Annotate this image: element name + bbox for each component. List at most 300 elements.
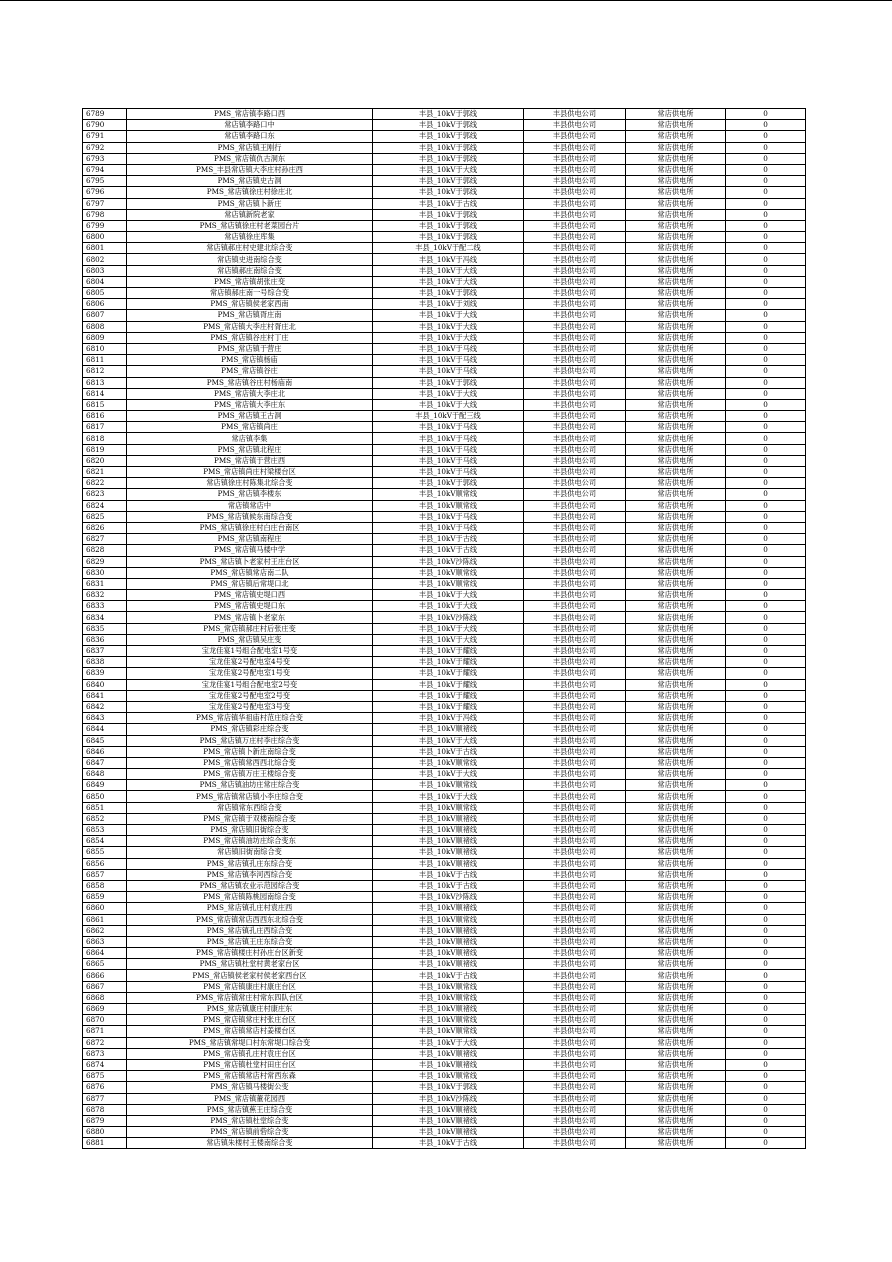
table-row [83, 634, 806, 645]
table-row [83, 847, 806, 858]
table-row [83, 534, 806, 545]
value-cell: 0 [726, 1048, 806, 1059]
table-row [83, 836, 806, 847]
station-cell: 常店供电所 [626, 869, 726, 880]
row-number-cell: 6859 [83, 892, 127, 903]
table-row [83, 131, 806, 142]
station-cell: 常店供电所 [626, 578, 726, 589]
station-cell: 常店供电所 [626, 164, 726, 175]
feeder-line-cell: 丰县_10kV沙陈线 [373, 1093, 524, 1104]
feeder-line-cell: 丰县_10kV于冯线 [373, 254, 524, 265]
transformer-name-cell: PMS_常店镇侯老家西南 [127, 299, 373, 310]
table-row [83, 914, 806, 925]
transformer-name-cell: PMS_常店镇常店镇小李庄综合变 [127, 791, 373, 802]
company-cell: 丰县供电公司 [524, 668, 626, 679]
row-number-cell: 6844 [83, 724, 127, 735]
row-number-cell: 6861 [83, 914, 127, 925]
feeder-line-cell: 丰县_10kV于大线 [373, 164, 524, 175]
station-cell: 常店供电所 [626, 914, 726, 925]
feeder-line-cell: 丰县_10kV于郭线 [373, 220, 524, 231]
feeder-line-cell: 丰县_10kV顺常线 [373, 500, 524, 511]
feeder-line-cell: 丰县_10kV顺褚线 [373, 903, 524, 914]
feeder-line-cell: 丰县_10kV顺褚线 [373, 959, 524, 970]
table-row [83, 444, 806, 455]
company-cell: 丰县供电公司 [524, 623, 626, 634]
table-row [83, 880, 806, 891]
value-cell: 0 [726, 646, 806, 657]
feeder-line-cell: 丰县_10kV于耀线 [373, 668, 524, 679]
row-number-cell: 6836 [83, 634, 127, 645]
station-cell: 常店供电所 [626, 433, 726, 444]
transformer-name-cell: PMS_常店镇常店村常西东森 [127, 1071, 373, 1082]
feeder-line-cell: 丰县_10kV顺常线 [373, 757, 524, 768]
station-cell: 常店供电所 [626, 198, 726, 209]
table-row [83, 690, 806, 701]
station-cell: 常店供电所 [626, 713, 726, 724]
value-cell: 0 [726, 131, 806, 142]
value-cell: 0 [726, 1127, 806, 1138]
table-row [83, 489, 806, 500]
value-cell: 0 [726, 321, 806, 332]
table-row [83, 355, 806, 366]
station-cell: 常店供电所 [626, 399, 726, 410]
row-number-cell: 6803 [83, 265, 127, 276]
value-cell: 0 [726, 869, 806, 880]
station-cell: 常店供电所 [626, 455, 726, 466]
value-cell: 0 [726, 701, 806, 712]
feeder-line-cell: 丰县_10kV顺常线 [373, 1071, 524, 1082]
company-cell: 丰县供电公司 [524, 310, 626, 321]
transformer-name-cell: PMS_常店镇谷庄村杨庙南 [127, 377, 373, 388]
table-row [83, 310, 806, 321]
station-cell: 常店供电所 [626, 120, 726, 131]
row-number-cell: 6880 [83, 1127, 127, 1138]
row-number-cell: 6863 [83, 936, 127, 947]
company-cell: 丰县供电公司 [524, 1059, 626, 1070]
row-number-cell: 6813 [83, 377, 127, 388]
row-number-cell: 6817 [83, 422, 127, 433]
row-number-cell: 6824 [83, 500, 127, 511]
company-cell: 丰县供电公司 [524, 948, 626, 959]
station-cell: 常店供电所 [626, 176, 726, 187]
company-cell: 丰县供电公司 [524, 522, 626, 533]
company-cell: 丰县供电公司 [524, 578, 626, 589]
transformer-name-cell: PMS_常店镇杜堂综合变 [127, 1115, 373, 1126]
station-cell: 常店供电所 [626, 769, 726, 780]
row-number-cell: 6821 [83, 467, 127, 478]
transformer-name-cell: 常店镇新院老家 [127, 209, 373, 220]
row-number-cell: 6822 [83, 478, 127, 489]
row-number-cell: 6812 [83, 366, 127, 377]
value-cell: 0 [726, 377, 806, 388]
value-cell: 0 [726, 858, 806, 869]
table-row [83, 724, 806, 735]
company-cell: 丰县供电公司 [524, 332, 626, 343]
company-cell: 丰县供电公司 [524, 858, 626, 869]
transformer-name-cell: PMS_常店镇华祖庙村范庄综合变 [127, 713, 373, 724]
value-cell: 0 [726, 176, 806, 187]
station-cell: 常店供电所 [626, 332, 726, 343]
feeder-line-cell: 丰县_10kV于大线 [373, 321, 524, 332]
station-cell: 常店供电所 [626, 220, 726, 231]
row-number-cell: 6877 [83, 1093, 127, 1104]
row-number-cell: 6855 [83, 847, 127, 858]
table-row [83, 511, 806, 522]
row-number-cell: 6827 [83, 534, 127, 545]
row-number-cell: 6858 [83, 880, 127, 891]
table-row [83, 813, 806, 824]
feeder-line-cell: 丰县_10kV顺褚线 [373, 836, 524, 847]
transformer-name-cell: PMS_常店镇仇古洞东 [127, 153, 373, 164]
table-row [83, 433, 806, 444]
value-cell: 0 [726, 1015, 806, 1026]
table-row [83, 399, 806, 410]
station-cell: 常店供电所 [626, 948, 726, 959]
value-cell: 0 [726, 411, 806, 422]
row-number-cell: 6875 [83, 1071, 127, 1082]
value-cell: 0 [726, 299, 806, 310]
table-row [83, 925, 806, 936]
company-cell: 丰县供电公司 [524, 791, 626, 802]
row-number-cell: 6834 [83, 612, 127, 623]
station-cell: 常店供电所 [626, 1004, 726, 1015]
feeder-line-cell: 丰县_10kV于郭线 [373, 176, 524, 187]
transformer-name-cell: PMS_常店镇孔庄村袁庄台区 [127, 1048, 373, 1059]
feeder-line-cell: 丰县_10kV顺常线 [373, 780, 524, 791]
transformer-name-cell: PMS_常店镇油坊庄常庄综合变 [127, 780, 373, 791]
table-row [83, 981, 806, 992]
value-cell: 0 [726, 724, 806, 735]
station-cell: 常店供电所 [626, 601, 726, 612]
feeder-line-cell: 丰县_10kV于大线 [373, 791, 524, 802]
value-cell: 0 [726, 522, 806, 533]
station-cell: 常店供电所 [626, 1138, 726, 1149]
company-cell: 丰县供电公司 [524, 1082, 626, 1093]
transformer-name-cell: PMS_常店镇常店南二队 [127, 567, 373, 578]
row-number-cell: 6792 [83, 142, 127, 153]
company-cell: 丰县供电公司 [524, 500, 626, 511]
station-cell: 常店供电所 [626, 1026, 726, 1037]
table-row [83, 858, 806, 869]
feeder-line-cell: 丰县_10kV沙陈线 [373, 556, 524, 567]
company-cell: 丰县供电公司 [524, 511, 626, 522]
table-row [83, 959, 806, 970]
transformer-name-cell: PMS_常店镇常西西北综合变 [127, 757, 373, 768]
value-cell: 0 [726, 1093, 806, 1104]
table-body [83, 109, 806, 1149]
value-cell: 0 [726, 567, 806, 578]
feeder-line-cell: 丰县_10kV于马线 [373, 366, 524, 377]
station-cell: 常店供电所 [626, 690, 726, 701]
station-cell: 常店供电所 [626, 590, 726, 601]
table-row [83, 1015, 806, 1026]
table-row [83, 735, 806, 746]
table-row [83, 254, 806, 265]
row-number-cell: 6860 [83, 903, 127, 914]
company-cell: 丰县供电公司 [524, 992, 626, 1003]
table-row [83, 1048, 806, 1059]
feeder-line-cell: 丰县_10kV顺褚线 [373, 925, 524, 936]
company-cell: 丰县供电公司 [524, 288, 626, 299]
feeder-line-cell: 丰县_10kV顺褚线 [373, 847, 524, 858]
table-row [83, 769, 806, 780]
feeder-line-cell: 丰县_10kV于古线 [373, 970, 524, 981]
transformer-name-cell: PMS_常店镇马楼街公变 [127, 1082, 373, 1093]
station-cell: 常店供电所 [626, 724, 726, 735]
station-cell: 常店供电所 [626, 992, 726, 1003]
transformer-name-cell: 常店镇旧街南综合变 [127, 847, 373, 858]
table-row [83, 757, 806, 768]
feeder-line-cell: 丰县_10kV于郭线 [373, 109, 524, 120]
station-cell: 常店供电所 [626, 444, 726, 455]
row-number-cell: 6799 [83, 220, 127, 231]
row-number-cell: 6848 [83, 769, 127, 780]
table-row [83, 1071, 806, 1082]
value-cell: 0 [726, 936, 806, 947]
transformer-name-cell: PMS_常店镇孔庄东综合变 [127, 858, 373, 869]
feeder-line-cell: 丰县_10kV于古线 [373, 880, 524, 891]
table-row [83, 746, 806, 757]
company-cell: 丰县供电公司 [524, 321, 626, 332]
value-cell: 0 [726, 1004, 806, 1015]
row-number-cell: 6850 [83, 791, 127, 802]
table-row [83, 1104, 806, 1115]
transformer-name-cell: 常店镇李路口中 [127, 120, 373, 131]
feeder-line-cell: 丰县_10kV顺常线 [373, 914, 524, 925]
station-cell: 常店供电所 [626, 791, 726, 802]
row-number-cell: 6791 [83, 131, 127, 142]
feeder-line-cell: 丰县_10kV顺褚线 [373, 948, 524, 959]
row-number-cell: 6802 [83, 254, 127, 265]
feeder-line-cell: 丰县_10kV于古线 [373, 545, 524, 556]
value-cell: 0 [726, 511, 806, 522]
row-number-cell: 6838 [83, 657, 127, 668]
station-cell: 常店供电所 [626, 634, 726, 645]
value-cell: 0 [726, 634, 806, 645]
company-cell: 丰县供电公司 [524, 1015, 626, 1026]
company-cell: 丰县供电公司 [524, 903, 626, 914]
value-cell: 0 [726, 780, 806, 791]
station-cell: 常店供电所 [626, 366, 726, 377]
value-cell: 0 [726, 489, 806, 500]
row-number-cell: 6797 [83, 198, 127, 209]
company-cell: 丰县供电公司 [524, 556, 626, 567]
station-cell: 常店供电所 [626, 142, 726, 153]
transformer-name-cell: PMS_常店镇常店西西东北综合变 [127, 914, 373, 925]
row-number-cell: 6796 [83, 187, 127, 198]
station-cell: 常店供电所 [626, 780, 726, 791]
company-cell: 丰县供电公司 [524, 299, 626, 310]
feeder-line-cell: 丰县_10kV于冯线 [373, 713, 524, 724]
value-cell: 0 [726, 612, 806, 623]
row-number-cell: 6851 [83, 802, 127, 813]
feeder-line-cell: 丰县_10kV于大线 [373, 769, 524, 780]
station-cell: 常店供电所 [626, 892, 726, 903]
table-row [83, 903, 806, 914]
transformer-name-cell: 常店镇朱楼村王楼南综合变 [127, 1138, 373, 1149]
row-number-cell: 6866 [83, 970, 127, 981]
row-number-cell: 6823 [83, 489, 127, 500]
table-row [83, 679, 806, 690]
row-number-cell: 6869 [83, 1004, 127, 1015]
transformer-name-cell: 常店镇常店中 [127, 500, 373, 511]
company-cell: 丰县供电公司 [524, 276, 626, 287]
station-cell: 常店供电所 [626, 959, 726, 970]
station-cell: 常店供电所 [626, 813, 726, 824]
company-cell: 丰县供电公司 [524, 120, 626, 131]
row-number-cell: 6868 [83, 992, 127, 1003]
station-cell: 常店供电所 [626, 925, 726, 936]
transformer-name-cell: PMS_常店镇卜新庄 [127, 198, 373, 209]
feeder-line-cell: 丰县_10kV于耀线 [373, 690, 524, 701]
table-row [83, 209, 806, 220]
feeder-line-cell: 丰县_10kV于郭线 [373, 377, 524, 388]
station-cell: 常店供电所 [626, 254, 726, 265]
station-cell: 常店供电所 [626, 1127, 726, 1138]
company-cell: 丰县供电公司 [524, 489, 626, 500]
station-cell: 常店供电所 [626, 668, 726, 679]
row-number-cell: 6807 [83, 310, 127, 321]
station-cell: 常店供电所 [626, 187, 726, 198]
company-cell: 丰县供电公司 [524, 1071, 626, 1082]
feeder-line-cell: 丰县_10kV于郭线 [373, 232, 524, 243]
feeder-line-cell: 丰县_10kV于大线 [373, 735, 524, 746]
company-cell: 丰县供电公司 [524, 892, 626, 903]
value-cell: 0 [726, 556, 806, 567]
value-cell: 0 [726, 970, 806, 981]
feeder-line-cell: 丰县_10kV顺褚线 [373, 1115, 524, 1126]
company-cell: 丰县供电公司 [524, 142, 626, 153]
company-cell: 丰县供电公司 [524, 388, 626, 399]
transformer-name-cell: PMS_常店镇康庄村康庄台区 [127, 981, 373, 992]
transformer-name-cell: PMS_常店镇王庄东综合变 [127, 936, 373, 947]
company-cell: 丰县供电公司 [524, 343, 626, 354]
value-cell: 0 [726, 981, 806, 992]
row-number-cell: 6865 [83, 959, 127, 970]
station-cell: 常店供电所 [626, 880, 726, 891]
company-cell: 丰县供电公司 [524, 209, 626, 220]
transformer-name-cell: PMS_常店镇史堤口东 [127, 601, 373, 612]
feeder-line-cell: 丰县_10kV于古线 [373, 534, 524, 545]
transformer-name-cell: PMS_常店镇胥庄南 [127, 310, 373, 321]
transformer-name-cell: PMS_常店镇于营庄 [127, 343, 373, 354]
station-cell: 常店供电所 [626, 936, 726, 947]
feeder-line-cell: 丰县_10kV于古线 [373, 198, 524, 209]
value-cell: 0 [726, 534, 806, 545]
feeder-line-cell: 丰县_10kV于大线 [373, 332, 524, 343]
value-cell: 0 [726, 209, 806, 220]
value-cell: 0 [726, 590, 806, 601]
company-cell: 丰县供电公司 [524, 1138, 626, 1149]
table-row [83, 791, 806, 802]
feeder-line-cell: 丰县_10kV于马线 [373, 444, 524, 455]
value-cell: 0 [726, 220, 806, 231]
transformer-name-cell: PMS_常店镇马楼中学 [127, 545, 373, 556]
station-cell: 常店供电所 [626, 567, 726, 578]
value-cell: 0 [726, 623, 806, 634]
transformer-name-cell: 宝龙佳宴2号配电室3号变 [127, 701, 373, 712]
table-row [83, 422, 806, 433]
station-cell: 常店供电所 [626, 802, 726, 813]
transformer-name-cell: PMS_常店镇油坊庄综合变东 [127, 836, 373, 847]
row-number-cell: 6805 [83, 288, 127, 299]
company-cell: 丰县供电公司 [524, 1115, 626, 1126]
value-cell: 0 [726, 836, 806, 847]
transformer-name-cell: PMS_常店镇前砦综合变 [127, 1127, 373, 1138]
feeder-line-cell: 丰县_10kV于刘线 [373, 299, 524, 310]
feeder-line-cell: 丰县_10kV于大线 [373, 265, 524, 276]
row-number-cell: 6839 [83, 668, 127, 679]
feeder-line-cell: 丰县_10kV于郭线 [373, 288, 524, 299]
feeder-line-cell: 丰县_10kV于马线 [373, 455, 524, 466]
table-row [83, 478, 806, 489]
table-row [83, 411, 806, 422]
transformer-name-cell: PMS_常店镇常庄村常东四队台区 [127, 992, 373, 1003]
table-row [83, 713, 806, 724]
company-cell: 丰县供电公司 [524, 1127, 626, 1138]
transformer-name-cell: 常店镇史进南综合变 [127, 254, 373, 265]
row-number-cell: 6794 [83, 164, 127, 175]
table-row [83, 377, 806, 388]
row-number-cell: 6872 [83, 1037, 127, 1048]
feeder-line-cell: 丰县_10kV于耀线 [373, 679, 524, 690]
transformer-name-cell: 常店镇李路口东 [127, 131, 373, 142]
value-cell: 0 [726, 746, 806, 757]
value-cell: 0 [726, 914, 806, 925]
feeder-line-cell: 丰县_10kV于大线 [373, 276, 524, 287]
table-row [83, 802, 806, 813]
row-number-cell: 6828 [83, 545, 127, 556]
row-number-cell: 6825 [83, 511, 127, 522]
value-cell: 0 [726, 288, 806, 299]
feeder-line-cell: 丰县_10kV于郭线 [373, 131, 524, 142]
feeder-line-cell: 丰县_10kV顺褚线 [373, 1004, 524, 1015]
feeder-line-cell: 丰县_10kV于郭线 [373, 478, 524, 489]
feeder-line-cell: 丰县_10kV于耀线 [373, 646, 524, 657]
feeder-line-cell: 丰县_10kV于郭线 [373, 120, 524, 131]
table-row [83, 1115, 806, 1126]
company-cell: 丰县供电公司 [524, 847, 626, 858]
table-row [83, 936, 806, 947]
row-number-cell: 6826 [83, 522, 127, 533]
transformer-name-cell: 宝龙佳宴2号配电室4号变 [127, 657, 373, 668]
feeder-line-cell: 丰县_10kV顺常线 [373, 981, 524, 992]
transformer-name-cell: PMS_常店镇孔庄村袁庄西 [127, 903, 373, 914]
company-cell: 丰县供电公司 [524, 981, 626, 992]
station-cell: 常店供电所 [626, 422, 726, 433]
row-number-cell: 6806 [83, 299, 127, 310]
feeder-line-cell: 丰县_10kV于大线 [373, 601, 524, 612]
station-cell: 常店供电所 [626, 701, 726, 712]
company-cell: 丰县供电公司 [524, 925, 626, 936]
station-cell: 常店供电所 [626, 657, 726, 668]
value-cell: 0 [726, 254, 806, 265]
value-cell: 0 [726, 847, 806, 858]
company-cell: 丰县供电公司 [524, 590, 626, 601]
transformer-name-cell: PMS_常店镇常堤口村东常堤口综合变 [127, 1037, 373, 1048]
row-number-cell: 6856 [83, 858, 127, 869]
company-cell: 丰县供电公司 [524, 780, 626, 791]
table-row [83, 780, 806, 791]
company-cell: 丰县供电公司 [524, 545, 626, 556]
feeder-line-cell: 丰县_10kV于大线 [373, 310, 524, 321]
table-row [83, 321, 806, 332]
company-cell: 丰县供电公司 [524, 746, 626, 757]
company-cell: 丰县供电公司 [524, 646, 626, 657]
transformer-name-cell: PMS_常店镇卜老家东 [127, 612, 373, 623]
transformer-name-cell: PMS_常店镇蕉王庄综合变 [127, 1104, 373, 1115]
company-cell: 丰县供电公司 [524, 634, 626, 645]
